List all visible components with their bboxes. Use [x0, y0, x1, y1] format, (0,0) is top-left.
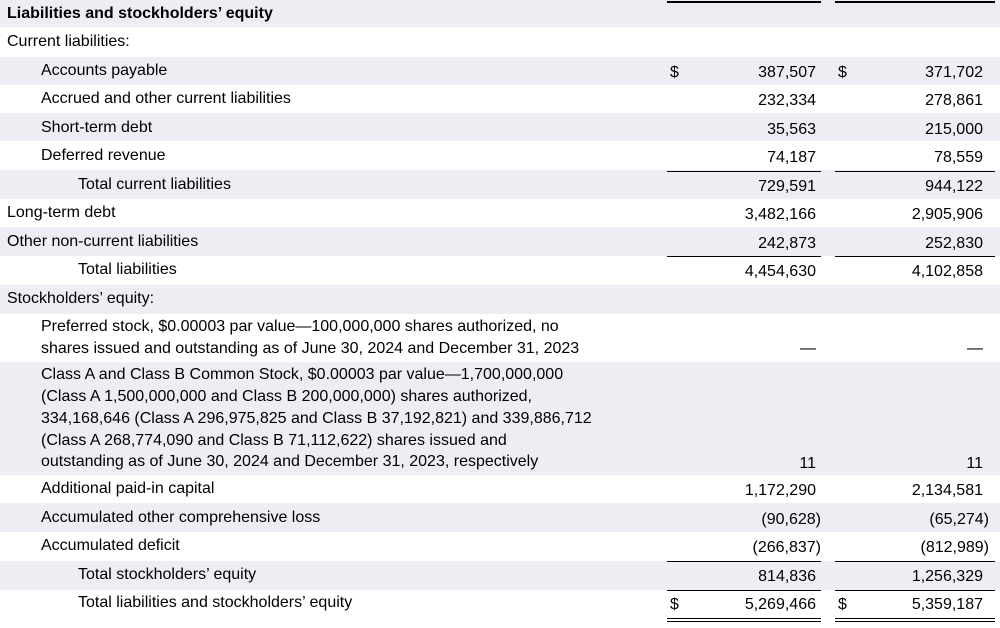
- subtotal-rule: [667, 171, 821, 172]
- other-noncurrent-2023: 252,830: [925, 235, 983, 252]
- common-stock-label-line: outstanding as of June 30, 2024 and December 31, 2023, respectively: [41, 453, 539, 470]
- deferred-revenue-label: Deferred revenue: [41, 147, 166, 164]
- double-rule: [667, 621, 821, 622]
- deficit-label: Accumulated deficit: [41, 537, 180, 554]
- subtotal-rule: [835, 171, 995, 172]
- deficit-2024: (266,837): [752, 539, 821, 556]
- preferred-stock-2024: —: [800, 340, 816, 357]
- accrued-2024: 232,334: [758, 92, 816, 109]
- other-noncurrent-label: Other non-current liabilities: [7, 233, 199, 250]
- total-equity-2023: 1,256,329: [911, 568, 983, 585]
- preferred-stock-label-line: shares issued and outstanding as of June 30, 2024 and December 31, 2023: [41, 340, 580, 357]
- long-term-debt-2024: 3,482,166: [744, 206, 816, 223]
- currency-symbol: $: [670, 64, 679, 81]
- accrued-2023: 278,861: [925, 92, 983, 109]
- subtotal-rule: [835, 256, 995, 257]
- apic-2024: 1,172,290: [744, 482, 816, 499]
- total-liabilities-label: Total liabilities: [78, 261, 177, 278]
- subtotal-rule: [835, 561, 995, 562]
- common-stock-label-line: 334,168,646 (Class A 296,975,825 and Class B 37,192,821) and 339,886,712: [41, 410, 592, 427]
- total-equity-label: Total stockholders’ equity: [78, 566, 257, 583]
- accounts-payable-label: Accounts payable: [41, 62, 168, 79]
- total-current-liabilities-2023: 944,122: [925, 178, 983, 195]
- total-current-liabilities-label: Total current liabilities: [78, 176, 231, 193]
- section-heading: Liabilities and stockholders’ equity: [7, 5, 273, 22]
- subtotal-rule: [667, 561, 821, 562]
- short-term-debt-2024: 35,563: [767, 121, 816, 138]
- header-rule: [835, 1, 995, 3]
- preferred-stock-label-line: Preferred stock, $0.00003 par value—100,000,000 shares authorized, no: [41, 318, 559, 335]
- subtotal-rule: [835, 590, 995, 591]
- current-liabilities-label: Current liabilities:: [7, 33, 130, 50]
- accounts-payable-2023: 371,702: [925, 64, 983, 81]
- common-stock-2024: 11: [799, 455, 816, 472]
- deficit-2023: (812,989): [920, 539, 989, 556]
- subtotal-rule: [667, 590, 821, 591]
- accrued-label: Accrued and other current liabilities: [41, 90, 291, 107]
- accounts-payable-2024: 387,507: [758, 64, 816, 81]
- common-stock-label-line: (Class A 268,774,090 and Class B 71,112,622) shares issued and: [41, 432, 507, 449]
- short-term-debt-2023: 215,000: [925, 121, 983, 138]
- aocl-2024: (90,628): [761, 511, 821, 528]
- currency-symbol: $: [670, 596, 679, 613]
- aocl-2023: (65,274): [929, 511, 989, 528]
- long-term-debt-label: Long-term debt: [7, 204, 116, 221]
- apic-2023: 2,134,581: [911, 482, 983, 499]
- deferred-revenue-2023: 78,559: [934, 149, 983, 166]
- total-liabilities-equity-2023: 5,359,187: [911, 596, 983, 613]
- short-term-debt-label: Short-term debt: [41, 119, 153, 136]
- stockholders-equity-label: Stockholders’ equity:: [7, 290, 155, 307]
- header-rule: [667, 1, 821, 3]
- currency-symbol: $: [838, 64, 847, 81]
- long-term-debt-2023: 2,905,906: [911, 206, 983, 223]
- total-liabilities-equity-2024: 5,269,466: [744, 596, 816, 613]
- deferred-revenue-2024: 74,187: [767, 149, 816, 166]
- total-current-liabilities-2024: 729,591: [758, 178, 816, 195]
- currency-symbol: $: [838, 596, 847, 613]
- total-equity-2024: 814,836: [758, 568, 816, 585]
- common-stock-label-line: Class A and Class B Common Stock, $0.00003 par value—1,700,000,000: [41, 366, 564, 383]
- double-rule: [835, 618, 995, 619]
- preferred-stock-2023: —: [967, 340, 983, 357]
- double-rule: [835, 621, 995, 622]
- apic-label: Additional paid-in capital: [41, 480, 215, 497]
- total-liabilities-2023: 4,102,858: [911, 263, 983, 280]
- double-rule: [667, 618, 821, 619]
- other-noncurrent-2024: 242,873: [758, 235, 816, 252]
- total-liabilities-equity-label: Total liabilities and stockholders’ equity: [78, 594, 353, 611]
- total-liabilities-2024: 4,454,630: [744, 263, 816, 280]
- subtotal-rule: [667, 256, 821, 257]
- common-stock-2023: 11: [966, 455, 983, 472]
- common-stock-label-line: (Class A 1,500,000,000 and Class B 200,000,000) shares authorized,: [41, 388, 532, 405]
- aocl-label: Accumulated other comprehensive loss: [41, 509, 321, 526]
